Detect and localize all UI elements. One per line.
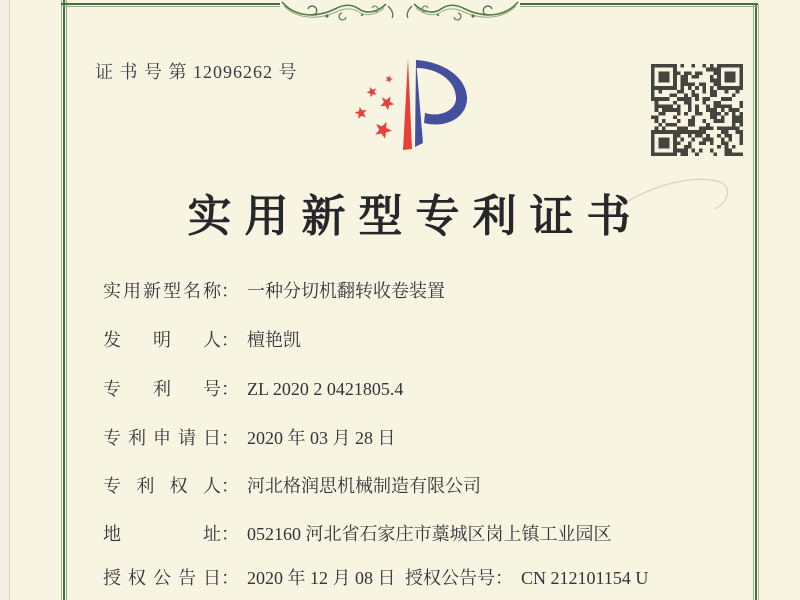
- logo-red-wedge: [403, 58, 412, 150]
- field-label: 发明人: [103, 330, 221, 350]
- colon: ：: [221, 281, 239, 301]
- field-value: CN 212101154 U: [521, 568, 649, 588]
- field-label: 授权公告号: [405, 568, 495, 588]
- colon: ：: [221, 428, 239, 448]
- certificate-title: 实用新型专利证书: [187, 192, 644, 241]
- field-value: 河北格润思机械制造有限公司: [247, 476, 481, 496]
- logo-blue-wedge: [415, 60, 423, 147]
- field-value: 2020 年 03 月 28 日: [247, 428, 396, 448]
- paper-edge: [0, 0, 10, 600]
- field-label: 地址: [103, 524, 221, 544]
- field-value: 檀艳凯: [247, 330, 301, 350]
- field-row-address: [103, 522, 612, 546]
- field-row-utility-model-name: [103, 279, 445, 303]
- frame-border-left: [61, 0, 67, 600]
- colon: ：: [221, 330, 239, 350]
- field-row-patentee: [103, 474, 481, 498]
- colon: ：: [221, 568, 239, 588]
- qr-code: [651, 64, 743, 156]
- field-label: 专利号: [103, 379, 221, 399]
- colon: ：: [221, 476, 239, 496]
- colon: ：: [221, 524, 239, 544]
- logo-blue-p-bowl: [416, 60, 467, 124]
- frame-border-top-left: [61, 3, 292, 7]
- top-flourish-ornament: [280, 0, 520, 22]
- field-value: ZL 2020 2 0421805.4: [247, 379, 404, 399]
- logo-stars: [355, 75, 395, 139]
- frame-border-top-right: [512, 3, 758, 7]
- certificate-number: 证 书 号 第 12096262 号: [95, 62, 298, 82]
- field-label: 实用新型名称: [103, 281, 221, 301]
- field-value: 2020 年 12 月 08 日: [247, 568, 396, 588]
- field-row-filing-date: [103, 426, 396, 450]
- field-label: 授权公告日: [103, 568, 221, 588]
- colon: ：: [495, 568, 513, 588]
- field-label: 专利权人: [103, 476, 221, 496]
- field-row-inventor: [103, 328, 301, 352]
- cnipa-patent-logo: [338, 52, 480, 174]
- field-label: 专利申请日: [103, 428, 221, 448]
- field-value: 052160 河北省石家庄市藁城区岗上镇工业园区: [247, 524, 612, 544]
- field-value: 一种分切机翻转收卷装置: [247, 281, 445, 301]
- frame-border-right: [753, 4, 759, 600]
- field-row-grant-date: [103, 566, 396, 590]
- field-row-grant-number: [405, 566, 648, 590]
- colon: ：: [221, 379, 239, 399]
- field-row-patent-number: [103, 377, 403, 401]
